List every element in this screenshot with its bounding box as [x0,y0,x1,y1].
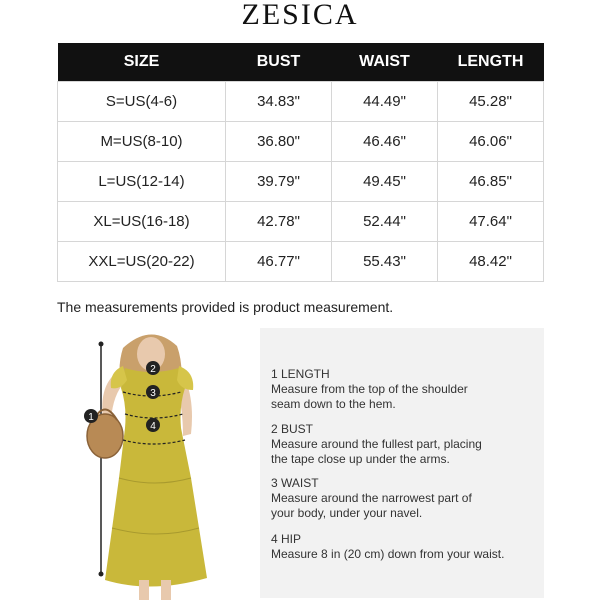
cell-waist: 52.44" [332,202,438,242]
svg-text:2: 2 [150,364,156,375]
svg-text:3: 3 [150,388,156,399]
cell-waist: 46.46" [332,122,438,162]
cell-size: XL=US(16-18) [58,202,226,242]
cell-bust: 42.78" [226,202,332,242]
cell-waist: 44.49" [332,82,438,122]
marker-2 [146,361,160,375]
cell-size: XXL=US(20-22) [58,242,226,282]
guide-hip-title: 4 HIP [271,532,302,546]
marker-4 [146,418,160,432]
measurement-note: The measurements provided is product measurement. [57,299,394,315]
guide-length-desc: Measure from the top of the shoulder seam down to the hem. [271,382,468,411]
guide-hip [271,532,531,562]
header-bust: BUST [226,43,332,82]
cell-length: 47.64" [438,202,544,242]
cell-bust: 34.83" [226,82,332,122]
cell-waist: 55.43" [332,242,438,282]
table-row [58,162,544,202]
svg-text:1: 1 [88,412,94,423]
cell-length: 48.42" [438,242,544,282]
svg-text:4: 4 [150,421,156,432]
guide-waist-title: 3 WAIST [271,476,319,490]
guide-waist-desc: Measure around the narrowest part of your body, under your navel. [271,491,472,520]
cell-bust: 39.79" [226,162,332,202]
cell-size: L=US(12-14) [58,162,226,202]
marker-3 [146,385,160,399]
cell-waist: 49.45" [332,162,438,202]
model-illustration [65,328,255,600]
marker-1 [84,409,98,423]
table-header-row [58,43,544,82]
cell-length: 46.06" [438,122,544,162]
guide-bust-title: 2 BUST [271,422,314,436]
cell-size: M=US(8-10) [58,122,226,162]
header-waist: WAIST [332,43,438,82]
table-row [58,122,544,162]
guide-length [271,367,491,412]
cell-bust: 46.77" [226,242,332,282]
cell-bust: 36.80" [226,122,332,162]
dress [105,368,207,587]
table-row [58,82,544,122]
brand-logo: ZESICA [241,0,359,31]
guide-waist [271,476,491,521]
cell-length: 46.85" [438,162,544,202]
guide-length-title: 1 LENGTH [271,367,330,381]
model-photo [65,328,255,600]
guide-bust [271,422,501,467]
cell-length: 45.28" [438,82,544,122]
table-row [58,242,544,282]
table-row [58,202,544,242]
guide-hip-desc: Measure 8 in (20 cm) down from your waist. [271,547,505,561]
cell-size: S=US(4-6) [58,82,226,122]
size-chart-table [57,43,544,282]
header-size: SIZE [58,43,226,82]
guide-bust-desc: Measure around the fullest part, placing the tape close up under the arms. [271,437,482,466]
header-length: LENGTH [438,43,544,82]
